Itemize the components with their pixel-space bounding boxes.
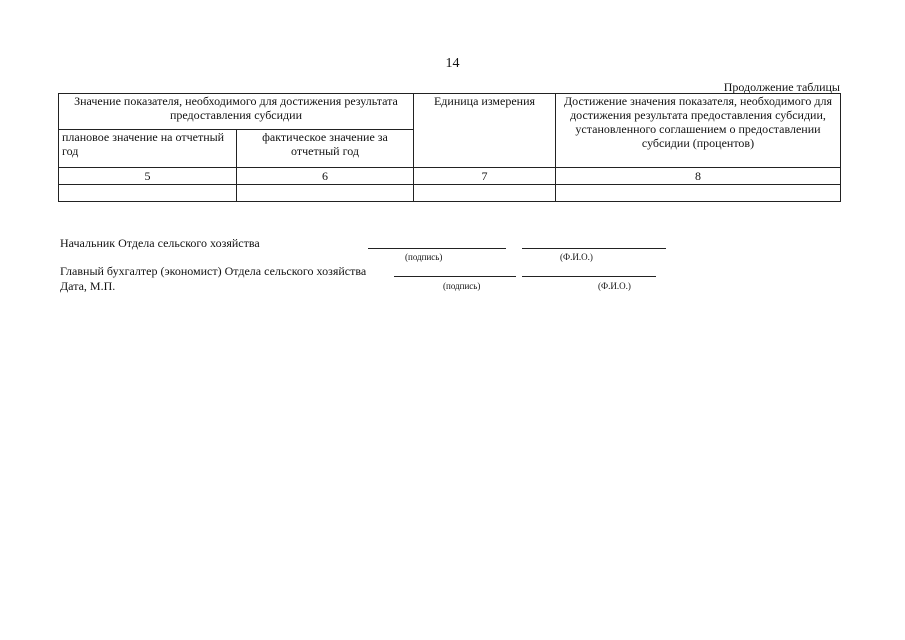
- accountant-fio-caption: (Ф.И.О.): [598, 281, 631, 291]
- empty-cell: [59, 185, 237, 202]
- empty-cell: [237, 185, 414, 202]
- head-fio-caption: (Ф.И.О.): [560, 252, 593, 262]
- continuation-label: Продолжение таблицы: [723, 80, 840, 94]
- header-unit: Единица измерения: [414, 94, 556, 168]
- report-table: [58, 93, 841, 202]
- head-signature-caption: (подпись): [405, 252, 443, 262]
- empty-cell: [556, 185, 841, 202]
- column-number-6: 6: [237, 168, 414, 185]
- column-number-5: 5: [59, 168, 237, 185]
- header-actual-value: фактическое значение за отчетный год: [237, 130, 414, 168]
- head-title: Начальник Отдела сельского хозяйства: [60, 236, 260, 250]
- accountant-signature-caption: (подпись): [443, 281, 481, 291]
- head-fio-line: [522, 248, 666, 249]
- header-indicator-value: Значение показателя, необходимого для достижения результата предоставления субсидии: [59, 94, 414, 130]
- page-number: 14: [445, 56, 460, 71]
- empty-cell: [414, 185, 556, 202]
- table-row: [59, 185, 841, 202]
- header-achievement: Достижение значения показателя, необходимого для достижения результата предоставления субсидии, установленного соглашением о предоставлении субсидии (процентов): [556, 94, 841, 168]
- head-signature-line: [368, 248, 506, 249]
- accountant-signature-line: [394, 276, 516, 277]
- header-planned-value: плановое значение на отчетный год: [59, 130, 237, 168]
- accountant-title: Главный бухгалтер (экономист) Отдела сельского хозяйства: [60, 264, 367, 278]
- column-number-8: 8: [556, 168, 841, 185]
- column-number-7: 7: [414, 168, 556, 185]
- accountant-fio-line: [522, 276, 656, 277]
- date-label: Дата, М.П.: [60, 279, 116, 293]
